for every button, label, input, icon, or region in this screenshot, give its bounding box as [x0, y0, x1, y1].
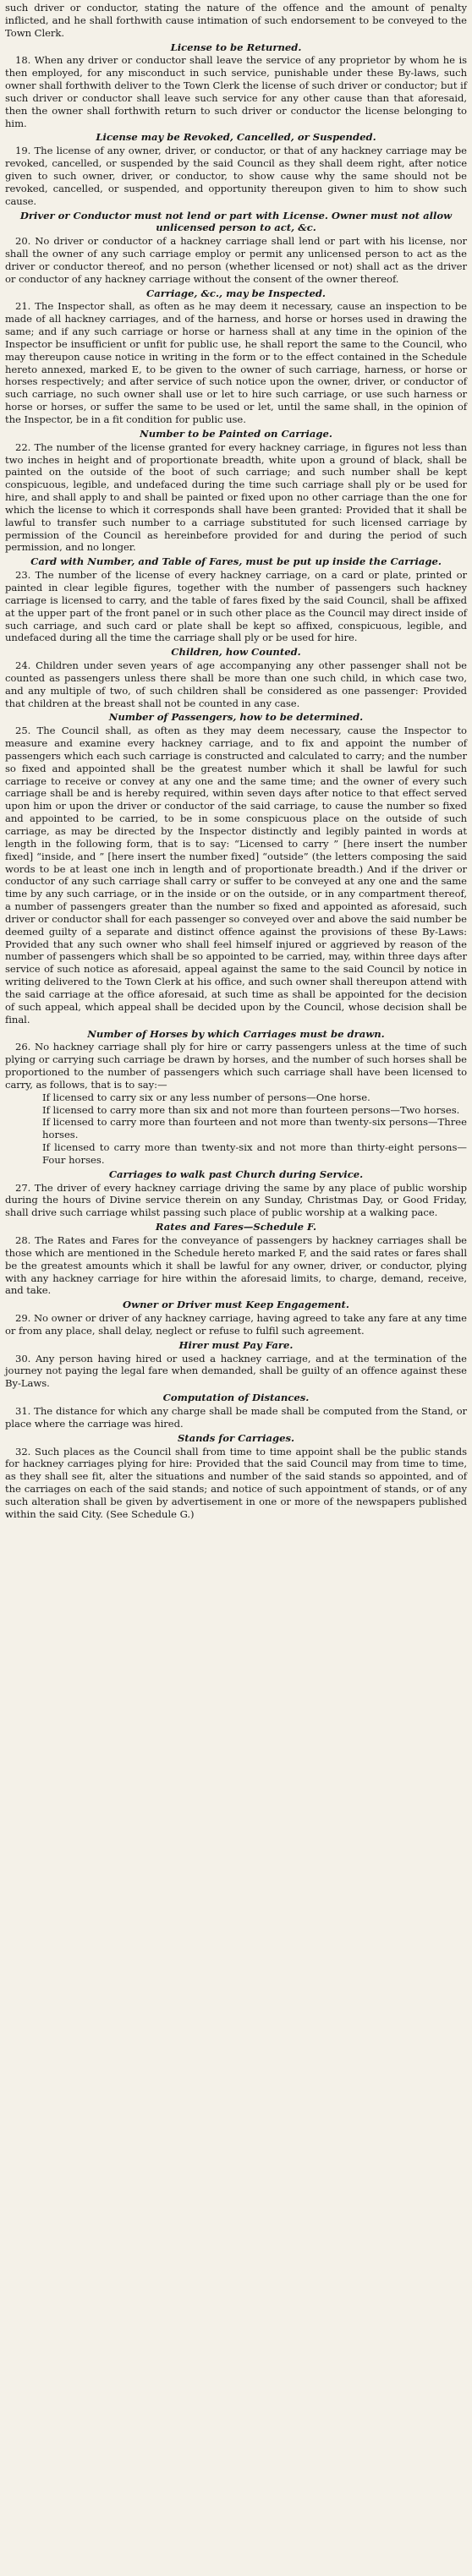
paragraph: 25. The Council shall, as often as they may deem necessary, cause the Inspector to measure and examine every hackney carriage, and to fix and appoint the number of passengers which each such carriage is constructed and calculated to carry; and the number so fixed and appointed shall be the greatest number which it shall be lawful for such carriage to receive or convey at any one and the same time; and the owner of every such carriage shall be and is hereby required, within seven days after notice to that effect served upon him or upon the driver or conductor of the said carriage, to cause the number so fixed and appointed to be carried, to be in some conspicuous place on the outside of such carriage, as may be directed by the Inspector distinctly and legibly painted in words at length in the following form, that is to say: “Licensed to carry ” [here insert the number fixed] “inside, and ” [here insert the number fixed] “outside” (the letters composing the said words to be at least one inch in length and of proportionate breadth.) And if the driver or conductor of any such carriage shall carry or suffer to be conveyed at any one and the same time by any such carriage, or in the inside or on the outside, or in any compartment thereof, a number of passengers greater than the number so fixed and appointed as aforesaid, such driver or conductor shall for each passenger so conveyed over and above the said number be deemed guilty of a separate and distinct offence against the provisions of these By-Laws: Provided that any such owner who shall feel himself injured or aggrieved by reason of the number of passengers which shall be so appointed to be carried, may, within three days after service of such notice as aforesaid, appeal against the same to the said Council by notice in writing delivered to the Town Clerk at his office, and such owner shall thereupon attend with the said carriage at the office aforesaid, at such time as shall be appointed for the decision of such appeal, which appeal shall be decided upon by the Council, whose decision shall be final.	[5, 725, 467, 1025]
paragraph: 26. No hackney carriage shall ply for hire or carry passengers unless at the time of such plying or carrying such carriage be drawn by horses, and the number of such horses shall be proportioned to the number of passengers which such carriage shall have been licensed to carry, as follows, that is to say:—	[5, 1041, 467, 1091]
section-heading: Hirer must Pay Fare.	[178, 1338, 294, 1351]
paragraph: 18. When any driver or conductor shall leave the service of any proprietor by whom he is then employed, for any misconduct in such service, punishable under these By-laws, such owner shall forthwith deliver to the Town Clerk the license of such driver or conductor; but if such driver or conductor shall leave such service for any other cause than that aforesaid, then the owner shall forthwith return to such driver or conductor the license belonging to him.	[5, 54, 467, 129]
section-heading: License to be Returned.	[170, 41, 302, 53]
section-heading: Card with Number, and Table of Fares, must be put up inside the Carriage.	[30, 555, 442, 568]
horse-requirement-item: If licensed to carry six or any less number of persons—One horse.	[42, 1091, 370, 1103]
section-heading: Number of Passengers, how to be determined.	[108, 711, 364, 724]
section-heading: License may be Revoked, Cancelled, or Suspended.	[96, 131, 376, 144]
paragraph: 22. The number of the license granted for every hackney carriage, in figures not less than two inches in height and of proportionate breadth, white upon a ground of black, shall be painted on the outside of the boot of such carriage; and such number shall be kept conspicuous, legible, and undefaced during the time such carriage shall ply or be used for hire, and shall apply to and shall be painted or fixed upon no other carriage than the one for which the license to which it corresponds shall have been granted: Provided that it shall be lawful to transfer such number to a carriage substituted for such licensed carriage by permission of the Council as hereinbefore provided for and during the period of such permission, and no longer.	[5, 440, 467, 554]
section-heading: Number of Horses by which Carriages must be drawn.	[87, 1027, 385, 1040]
horse-requirement-item: If licensed to carry more than six and not more than fourteen persons—Two horses.	[42, 1103, 460, 1116]
horse-requirement-item: If licensed to carry more than fourteen and not more than twenty-six persons—Three horses.	[42, 1116, 467, 1141]
section-heading: Owner or Driver must Keep Engagement.	[123, 1299, 349, 1311]
paragraph: 32. Such places as the Council shall from time to time appoint shall be the public stands for hackney carriages plying for hire: Provided that the said Council may from time to time, as they shall see fit, alter the situations and number of the said stands so appointed, and of the carriages on each of the said stands; and notice of such appointment of stands, or of any such alteration shall be given by advertisement in one or more of the newspapers published within the said City. (See Schedule G.)	[5, 1445, 467, 1520]
paragraph: 19. The license of any owner, driver, or conductor, or that of any hackney carriage may be revoked, cancelled, or suspended by the said Council as they shall deem right, after notice given to such owner, driver, or conductor, to show cause why the same should not be revoked, cancelled, or suspended, and opportunity thereupon given to him to show such cause.	[5, 145, 467, 207]
paragraph: 31. The distance for which any charge shall be made shall be computed from the Stand, or place where the carriage was hired.	[5, 1404, 467, 1430]
section-heading: Computation of Distances.	[162, 1392, 310, 1404]
paragraph: 23. The number of the license of every hackney carriage, on a card or plate, printed or painted in clear legible figures, together with the number of passengers such hackney carriage is licensed to carry, and the table of fares fixed by the said Council, shall be affixed at the upper part of the front panel or in such other place as the Council may direct inside of such carriage, and such card or plate shall be kept so affixed, conspicuous, legible, and undefaced during all the time the carriage shall ply or be used for hire.	[5, 569, 467, 644]
paragraph: 29. No owner or driver of any hackney carriage, having agreed to take any fare at any time or from any place, shall delay, neglect or refuse to fulfil such agreement.	[5, 1312, 467, 1337]
paragraph: 30. Any person having hired or used a hackney carriage, and at the termination of the journey not paying the legal fare when demanded, shall be guilty of an offence against these By-Laws.	[5, 1352, 467, 1390]
paragraph: 20. No driver or conductor of a hackney carriage shall lend or part with his license, nor shall the owner of any such carriage employ or permit any unlicensed person to act as the driver or conductor thereof, and no person (whether licensed or not) shall act as the driver or conductor of any hackney carriage without the consent of the owner thereof.	[5, 235, 467, 285]
section-heading: Rates and Fares—Schedule F.	[155, 1221, 317, 1233]
paragraph: such driver or conductor, stating the nature of the offence and the amount of penalty inflicted, and he shall forthwith cause intimation of such endorsement to be conveyed to the Town Clerk.	[5, 2, 467, 39]
paragraph: 24. Children under seven years of age accompanying any other passenger shall not be counted as passengers unless there shall be more than one such child, in which case two, and any multiple of two, of such children shall be considered as one passenger: Provided that children at the breast shall not be counted in any case.	[5, 659, 467, 709]
section-heading: Carriage, &c., may be Inspected.	[146, 287, 326, 299]
paragraph: 21. The Inspector shall, as often as he may deem it necessary, cause an inspection to be made of all hackney carriages, and of the harness, and horse or horses used in drawing the same; and if any such carriage or horse or harness shall at any time in the opinion of the Inspector be insufficient or unfit for public use, he shall report the same to the Council, who may thereupon cause notice in writing in the form or to the effect contained in the Schedule hereto annexed, marked E, to be given to the owner of such carriage, harness, or horse or horses respectively; and after service of such notice upon the owner, driver, or conductor of such carriage, no such owner shall use or let to hire such carriage, or use such harness or horse or horses, or suffer the same to be used or let, until the same shall, in the opinion of the Inspector, be in a fit condition for public use.	[5, 300, 467, 425]
section-heading: Driver or Conductor must not lend or part with License. Owner must not allow unlicensed person to act, &c.	[19, 209, 453, 234]
horse-requirement-item: If licensed to carry more than twenty-six and not more than thirty-eight persons—Four horses.	[42, 1141, 467, 1166]
section-heading: Carriages to walk past Church during Service.	[108, 1168, 364, 1180]
section-heading: Children, how Counted.	[171, 646, 301, 659]
paragraph: 27. The driver of every hackney carriage driving the same by any place of public worship during the hours of Divine service therein on any Sunday, Christmas Day, or Good Friday, shall drive such carriage whilst passing such place of public worship at a walking pace.	[5, 1181, 467, 1219]
paragraph: 28. The Rates and Fares for the conveyance of passengers by hackney carriages shall be those which are mentioned in the Schedule hereto marked F, and the said rates or fares shall be the greatest amounts which it shall be lawful for any owner, driver, or conductor, plying with any hackney carriage for hire within the aforesaid limits, to charge, demand, receive, and take.	[5, 1234, 467, 1297]
section-heading: Stands for Carriages.	[177, 1431, 295, 1444]
section-heading: Number to be Painted on Carriage.	[140, 427, 332, 440]
